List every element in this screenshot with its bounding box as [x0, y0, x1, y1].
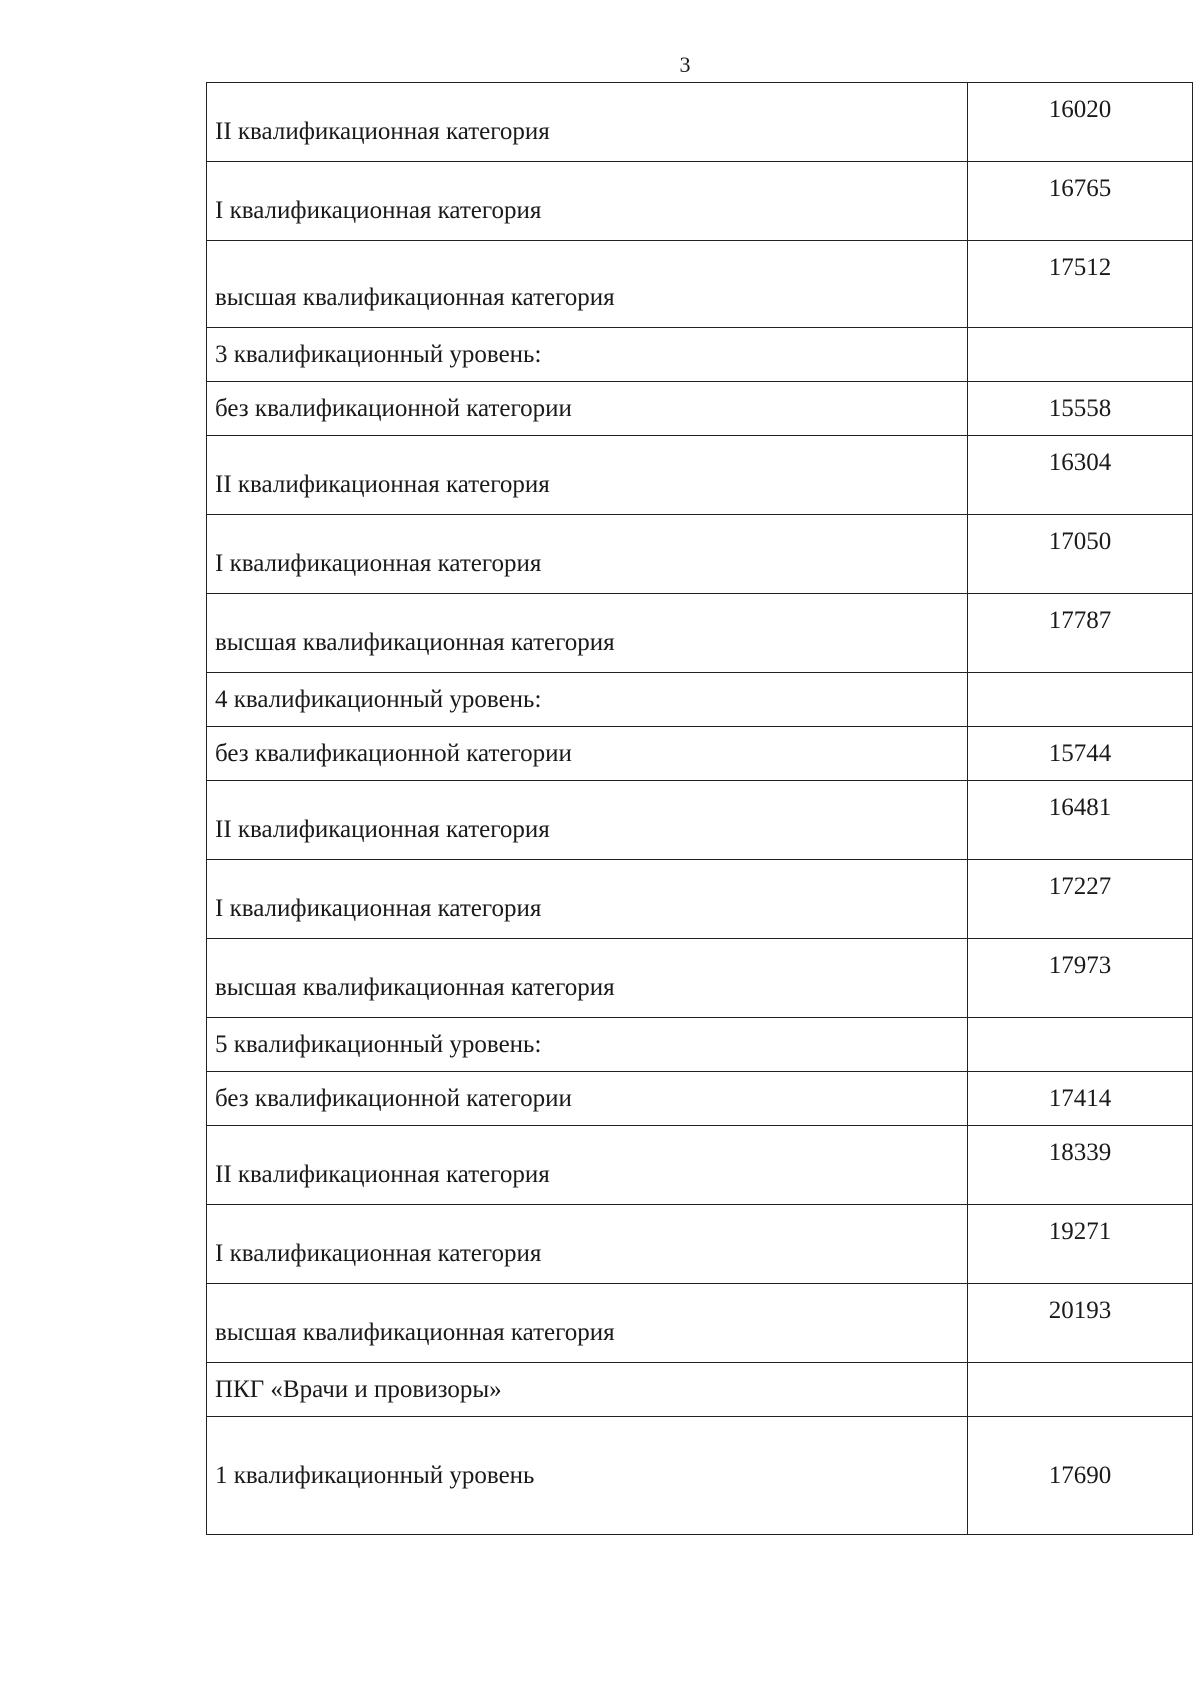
table-row [207, 162, 1193, 241]
table-row [207, 328, 1193, 382]
salary-value: 17227 [968, 860, 1193, 939]
table-row [207, 515, 1193, 594]
table-row [207, 860, 1193, 939]
category-label: I квалификационная категория [207, 162, 968, 241]
category-label: I квалификационная категория [207, 860, 968, 939]
salary-value [968, 673, 1193, 727]
table-row [207, 939, 1193, 1018]
category-label: без квалификационной категории [207, 1072, 968, 1126]
salary-value: 15558 [968, 382, 1193, 436]
level-heading: 3 квалификационный уровень: [207, 328, 968, 382]
salary-value: 17973 [968, 939, 1193, 1018]
salary-value: 20193 [968, 1284, 1193, 1363]
salary-value: 17690 [968, 1417, 1193, 1535]
salary-value: 15744 [968, 727, 1193, 781]
group-heading: ПКГ «Врачи и провизоры» [207, 1363, 968, 1417]
table-row [207, 241, 1193, 328]
salary-value: 16020 [968, 83, 1193, 162]
salary-value: 16765 [968, 162, 1193, 241]
table-row [207, 436, 1193, 515]
table-row [207, 1205, 1193, 1284]
salary-value: 17050 [968, 515, 1193, 594]
table-row [207, 83, 1193, 162]
category-label: без квалификационной категории [207, 382, 968, 436]
table-row [207, 1072, 1193, 1126]
salary-value: 16304 [968, 436, 1193, 515]
table-row [207, 727, 1193, 781]
table-row [207, 1284, 1193, 1363]
table-row [207, 781, 1193, 860]
level-heading: 4 квалификационный уровень: [207, 673, 968, 727]
category-label: высшая квалификационная категория [207, 241, 968, 328]
category-label: без квалификационной категории [207, 727, 968, 781]
salary-table [206, 82, 1193, 1535]
salary-value: 18339 [968, 1126, 1193, 1205]
category-label: II квалификационная категория [207, 1126, 968, 1205]
table-row [207, 1417, 1193, 1535]
salary-value: 17512 [968, 241, 1193, 328]
level-heading: 1 квалификационный уровень [207, 1417, 968, 1535]
table-row [207, 673, 1193, 727]
salary-value [968, 328, 1193, 382]
category-label: высшая квалификационная категория [207, 939, 968, 1018]
table-row [207, 1126, 1193, 1205]
table-row [207, 594, 1193, 673]
level-heading: 5 квалификационный уровень: [207, 1018, 968, 1072]
page-number: 3 [679, 52, 691, 77]
category-label: высшая квалификационная категория [207, 1284, 968, 1363]
salary-value: 17787 [968, 594, 1193, 673]
table-row [207, 382, 1193, 436]
category-label: II квалификационная категория [207, 83, 968, 162]
category-label: I квалификационная категория [207, 1205, 968, 1284]
salary-value: 19271 [968, 1205, 1193, 1284]
category-label: I квалификационная категория [207, 515, 968, 594]
salary-value [968, 1018, 1193, 1072]
salary-value: 16481 [968, 781, 1193, 860]
table-row [207, 1018, 1193, 1072]
table-row [207, 1363, 1193, 1417]
category-label: высшая квалификационная категория [207, 594, 968, 673]
salary-value [968, 1363, 1193, 1417]
salary-value: 17414 [968, 1072, 1193, 1126]
category-label: II квалификационная категория [207, 436, 968, 515]
category-label: II квалификационная категория [207, 781, 968, 860]
